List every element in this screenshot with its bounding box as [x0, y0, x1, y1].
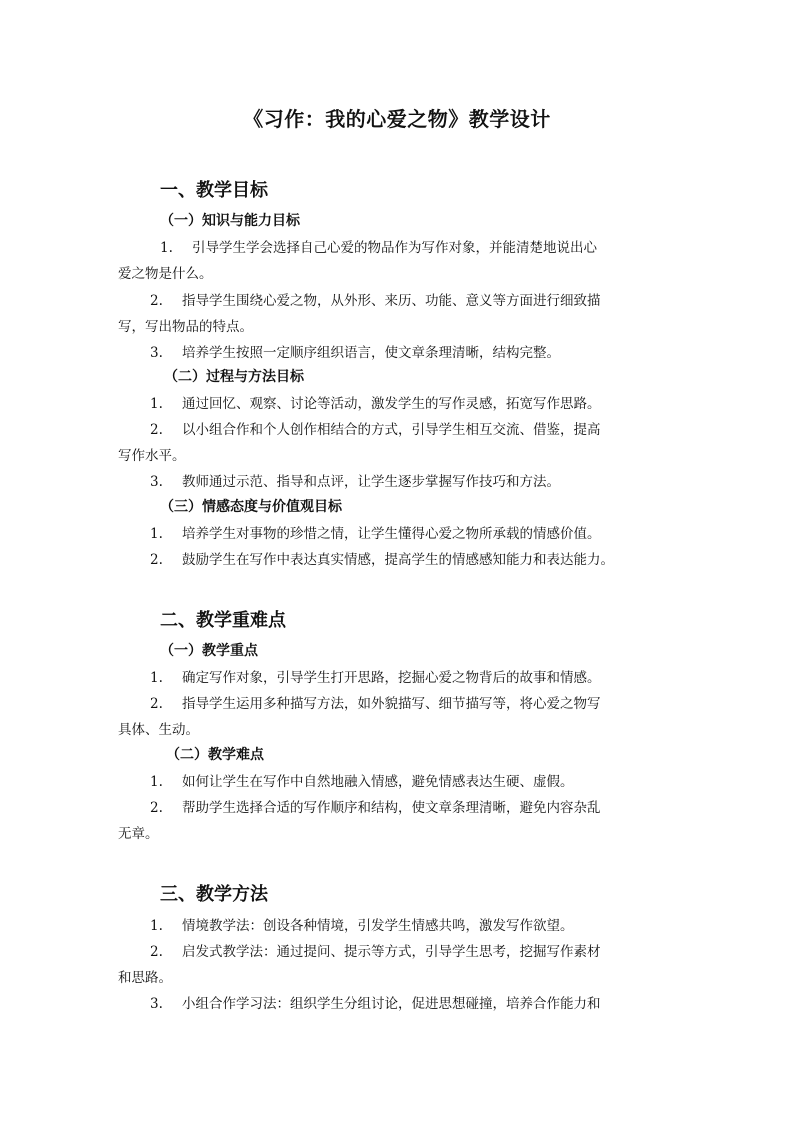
- subsection-heading: （三）情感态度与价值观目标: [160, 499, 342, 515]
- list-item: 1. 确定写作对象，引导学生打开思路，挖掘心爱之物背后的故事和情感。: [150, 670, 601, 686]
- section-heading: 一、教学目标: [160, 180, 268, 201]
- list-item: 2. 鼓励学生在写作中表达真实情感，提高学生的情感感知能力和表达能力。: [150, 552, 614, 568]
- list-item: 1. 培养学生对事物的珍惜之情，让学生懂得心爱之物所承载的情感价值。: [150, 526, 601, 542]
- list-item: 3. 培养学生按照一定顺序组织语言，使文章条理清晰，结构完整。: [150, 345, 560, 361]
- list-item: 2. 以小组合作和个人创作相结合的方式，引导学生相互交流、借鉴，提高: [150, 422, 601, 438]
- list-item-continuation: 和思路。: [118, 970, 172, 986]
- section-heading: 二、教学重难点: [160, 610, 286, 631]
- subsection-heading: （一）知识与能力目标: [160, 213, 300, 229]
- subsection-heading: （二）过程与方法目标: [164, 369, 304, 385]
- list-item-continuation: 爱之物是什么。: [118, 266, 213, 282]
- subsection-heading: （二）教学难点: [166, 747, 264, 763]
- list-item-continuation: 写作水平。: [118, 448, 186, 464]
- section-heading: 三、教学方法: [160, 884, 268, 905]
- list-item: 1. 引导学生学会选择自己心爱的物品作为写作对象，并能清楚地说出心: [160, 240, 597, 256]
- page-title: 《习作：我的心爱之物》教学设计: [243, 107, 551, 131]
- list-item: 2. 启发式教学法：通过提问、提示等方式，引导学生思考，挖掘写作素材: [150, 944, 601, 960]
- list-item-continuation: 具体、生动。: [118, 722, 199, 738]
- list-item-continuation: 无章。: [118, 826, 159, 842]
- list-item: 1. 通过回忆、观察、讨论等活动，激发学生的写作灵感，拓宽写作思路。: [150, 396, 601, 412]
- list-item-continuation: 写，写出物品的特点。: [118, 319, 253, 335]
- list-item: 3. 教师通过示范、指导和点评，让学生逐步掌握写作技巧和方法。: [150, 474, 560, 490]
- list-item: 2. 指导学生运用多种描写方法，如外貌描写、细节描写等，将心爱之物写: [150, 696, 601, 712]
- subsection-heading: （一）教学重点: [160, 643, 258, 659]
- list-item: 1. 情境教学法：创设各种情境，引发学生情感共鸣，激发写作欲望。: [150, 918, 574, 934]
- list-item: 1. 如何让学生在写作中自然地融入情感，避免情感表达生硬、虚假。: [150, 774, 574, 790]
- list-item: 2. 指导学生围绕心爱之物，从外形、来历、功能、意义等方面进行细致描: [150, 293, 601, 309]
- list-item: 3. 小组合作学习法：组织学生分组讨论，促进思想碰撞，培养合作能力和: [150, 996, 601, 1012]
- list-item: 2. 帮助学生选择合适的写作顺序和结构，使文章条理清晰，避免内容杂乱: [150, 800, 601, 816]
